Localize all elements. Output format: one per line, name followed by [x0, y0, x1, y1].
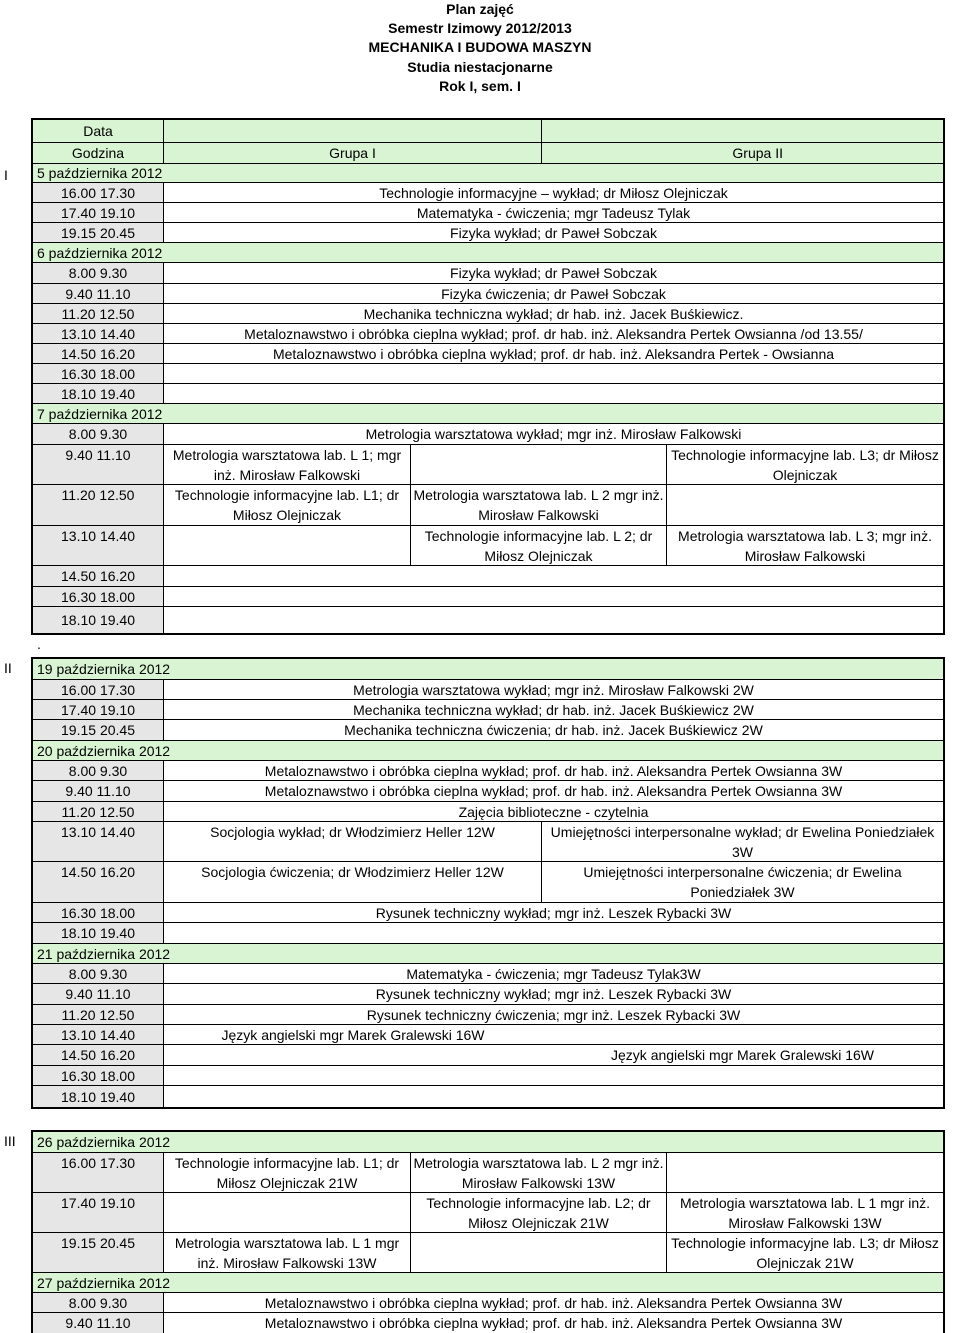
time-slot: 14.50 16.20	[33, 1045, 164, 1065]
class-entry: Rysunek techniczny wykład; mgr inż. Leszek Rybacki 3W	[375, 986, 732, 1002]
class-entry: Technologie informacyjne – wykład; dr Miłosz Olejniczak	[379, 184, 728, 201]
time-slot: 19.15 20.45	[33, 1233, 164, 1272]
semester-line: Semestr Izimowy 2012/2013	[388, 20, 572, 36]
empty-slot	[411, 1233, 667, 1272]
date-row: 21 października 2012	[33, 944, 943, 963]
class-entry: Mechanika techniczna wykład; dr hab. inż. Jacek Buśkiewicz.	[363, 305, 744, 322]
class-entry: Technologie informacyjne lab. L1; dr Miłosz Olejniczak	[164, 485, 411, 525]
class-entry: Metaloznawstwo i obróbka cieplna wykład; prof. dr hab. inż. Aleksandra Pertek Owsianna /od 13.55/	[244, 325, 863, 342]
class-entry: Metaloznawstwo i obróbka cieplna wykład; prof. dr hab. inż. Aleksandra Pertek - Owsianna	[272, 345, 835, 362]
empty-slot	[542, 1025, 943, 1044]
week1-table	[31, 118, 945, 635]
week-label-1: I	[4, 167, 8, 183]
time-slot: 17.40 19.10	[33, 700, 164, 719]
empty-slot	[667, 1153, 943, 1192]
empty-slot	[164, 923, 943, 943]
time-slot: 8.00 9.30	[33, 964, 164, 983]
time-slot: 18.10 19.40	[33, 384, 164, 403]
time-slot: 8.00 9.30	[33, 761, 164, 780]
time-slot: 14.50 16.20	[33, 344, 164, 363]
class-entry: Metrologia warsztatowa lab. L 1 mgr inż. Mirosław Falkowski 13W	[679, 1194, 931, 1231]
class-entry: Technologie informacyjne lab. L3; dr Miłosz Olejniczak 21W	[671, 1234, 939, 1271]
class-entry: Umiejętności interpersonalne wykład; dr Ewelina Poniedziałek 3W	[550, 823, 935, 860]
time-slot: 8.00 9.30	[33, 1293, 164, 1312]
class-entry: Matematyka - ćwiczenia; mgr Tadeusz Tylak	[416, 204, 691, 221]
time-slot: 13.10 14.40	[33, 822, 164, 861]
doc-title: Plan zajęć	[446, 1, 514, 17]
time-slot: 18.10 19.40	[33, 607, 164, 633]
time-slot: 16.30 18.00	[33, 587, 164, 606]
time-slot: 11.20 12.50	[33, 485, 164, 525]
time-slot: 17.40 19.10	[33, 203, 164, 222]
time-slot: 8.00 9.30	[33, 263, 164, 283]
time-slot: 19.15 20.45	[33, 720, 164, 740]
time-slot: 13.10 14.40	[33, 1025, 164, 1044]
class-entry: Mechanika techniczna wykład; dr hab. inż. Jacek Buśkiewicz 2W	[353, 701, 754, 718]
class-entry: Metrologia warsztatowa lab. L 3; mgr inż. Mirosław Falkowski	[678, 527, 932, 564]
time-slot: 11.20 12.50	[33, 1005, 164, 1024]
blank-header	[542, 120, 943, 142]
class-entry: Metrologia warsztatowa lab. L 1; mgr inż. Mirosław Falkowski	[164, 445, 411, 484]
empty-slot	[164, 1193, 411, 1232]
time-slot: 8.00 9.30	[33, 424, 164, 444]
time-slot: 16.00 17.30	[33, 1153, 164, 1192]
group2-header: Grupa II	[542, 143, 943, 163]
class-entry: Technologie informacyjne lab. L 2; dr Miłosz Olejniczak	[411, 526, 667, 565]
faculty-line: MECHANIKA I BUDOWA MASZYN	[368, 39, 592, 55]
study-mode-line: Studia niestacjonarne	[407, 59, 553, 75]
empty-slot	[164, 384, 943, 403]
empty-slot	[164, 1045, 542, 1065]
class-entry: Matematyka - ćwiczenia; mgr Tadeusz Tylak3W	[406, 965, 701, 982]
table-head-row	[33, 143, 943, 164]
time-slot: 13.10 14.40	[33, 324, 164, 343]
class-entry: Rysunek techniczny ćwiczenia; mgr inż. Leszek Rybacki 3W	[366, 1006, 741, 1023]
class-entry: Metaloznawstwo i obróbka cieplna wykład; prof. dr hab. inż. Aleksandra Pertek Owsianna 3W	[264, 1294, 843, 1311]
time-slot: 9.40 11.10	[33, 1313, 164, 1333]
class-entry: Metrologia warsztatowa wykład; mgr inż. Mirosław Falkowski	[365, 426, 742, 442]
time-slot: 16.30 18.00	[33, 1066, 164, 1085]
class-entry: Język angielski mgr Marek Gralewski 16W	[611, 1047, 874, 1063]
group1-header: Grupa I	[164, 143, 542, 163]
week-label-3: III	[4, 1133, 16, 1149]
date-row: 19 października 2012	[33, 659, 943, 679]
blank-header	[164, 120, 542, 142]
class-entry: Socjologia ćwiczenia; dr Włodzimierz Heller 12W	[164, 862, 542, 902]
time-slot: 16.30 18.00	[33, 364, 164, 383]
time-slot: 16.00 17.30	[33, 183, 164, 202]
empty-slot	[164, 1086, 943, 1107]
empty-slot	[411, 445, 667, 484]
year-line: Rok I, sem. I	[439, 78, 521, 94]
class-entry: Technologie informacyjne lab. L3; dr Miłosz Olejniczak	[671, 446, 939, 483]
time-slot: 14.50 16.20	[33, 566, 164, 586]
table-head-row	[33, 120, 943, 143]
class-entry: Socjologia wykład; dr Włodzimierz Heller 12W	[164, 822, 542, 861]
date-row: 6 października 2012	[33, 243, 943, 262]
class-entry: Metrologia warsztatowa lab. L 1 mgr inż. Mirosław Falkowski 13W	[164, 1233, 411, 1272]
class-entry: Metaloznawstwo i obróbka cieplna wykład; prof. dr hab. inż. Aleksandra Pertek Owsianna 3W	[264, 1315, 843, 1331]
class-entry: Technologie informacyjne lab. L2; dr Miłosz Olejniczak 21W	[411, 1193, 667, 1232]
time-slot: 9.40 11.10	[33, 984, 164, 1004]
class-entry: Język angielski mgr Marek Gralewski 16W	[221, 1026, 485, 1043]
time-slot: 9.40 11.10	[33, 284, 164, 303]
empty-slot	[667, 485, 943, 525]
empty-slot	[164, 1066, 943, 1085]
time-slot: 9.40 11.10	[33, 445, 164, 484]
time-slot: 11.20 12.50	[33, 304, 164, 323]
class-entry: Metaloznawstwo i obróbka cieplna wykład; prof. dr hab. inż. Aleksandra Pertek Owsianna 3W	[264, 783, 843, 799]
class-entry: Fizyka wykład; dr Paweł Sobczak	[450, 265, 657, 281]
class-entry: Zajęcia biblioteczne - czytelnia	[458, 803, 649, 820]
time-slot: 13.10 14.40	[33, 526, 164, 565]
week2-table	[31, 657, 945, 1109]
time-slot: 18.10 19.40	[33, 923, 164, 943]
time-slot: 14.50 16.20	[33, 862, 164, 902]
date-row: 7 października 2012	[33, 404, 943, 423]
godzina-header: Godzina	[33, 143, 164, 163]
empty-slot	[164, 587, 943, 606]
date-row: 5 października 2012	[33, 164, 943, 182]
class-entry: Rysunek techniczny wykład; mgr inż. Leszek Rybacki 3W	[375, 904, 732, 921]
class-entry: Metrologia warsztatowa lab. L 2 mgr inż. Mirosław Falkowski	[411, 485, 667, 525]
data-header: Data	[33, 120, 164, 142]
time-slot: 9.40 11.10	[33, 781, 164, 801]
class-entry: Umiejętności interpersonalne ćwiczenia; dr Ewelina Poniedziałek 3W	[583, 864, 902, 900]
class-entry: Fizyka ćwiczenia; dr Paweł Sobczak	[441, 285, 666, 302]
time-slot: 18.10 19.40	[33, 1086, 164, 1107]
class-entry: Fizyka wykład; dr Paweł Sobczak	[450, 224, 657, 241]
time-slot: 17.40 19.10	[33, 1193, 164, 1232]
time-slot: 16.30 18.00	[33, 903, 164, 922]
class-entry: Mechanika techniczna ćwiczenia; dr hab. inż. Jacek Buśkiewicz 2W	[344, 722, 763, 738]
time-slot: 19.15 20.45	[33, 223, 164, 242]
week3-table	[31, 1130, 945, 1333]
class-entry: Metrologia warsztatowa lab. L 2 mgr inż. Mirosław Falkowski 13W	[411, 1153, 667, 1192]
class-entry: Technologie informacyjne lab. L1; dr Miłosz Olejniczak 21W	[164, 1153, 411, 1192]
week-label-2: II	[4, 660, 12, 676]
date-row: 20 października 2012	[33, 741, 943, 760]
class-entry: Metrologia warsztatowa wykład; mgr inż. Mirosław Falkowski 2W	[353, 681, 754, 698]
date-row: 27 października 2012	[33, 1273, 943, 1292]
time-slot: 16.00 17.30	[33, 680, 164, 699]
stray-dot: .	[37, 636, 41, 652]
empty-slot	[164, 566, 943, 586]
class-entry: Metaloznawstwo i obróbka cieplna wykład; prof. dr hab. inż. Aleksandra Pertek Owsianna 3W	[264, 762, 843, 779]
empty-slot	[164, 607, 943, 633]
date-row: 26 października 2012	[33, 1132, 943, 1152]
empty-slot	[164, 526, 411, 565]
time-slot: 11.20 12.50	[33, 802, 164, 821]
empty-slot	[164, 364, 943, 383]
